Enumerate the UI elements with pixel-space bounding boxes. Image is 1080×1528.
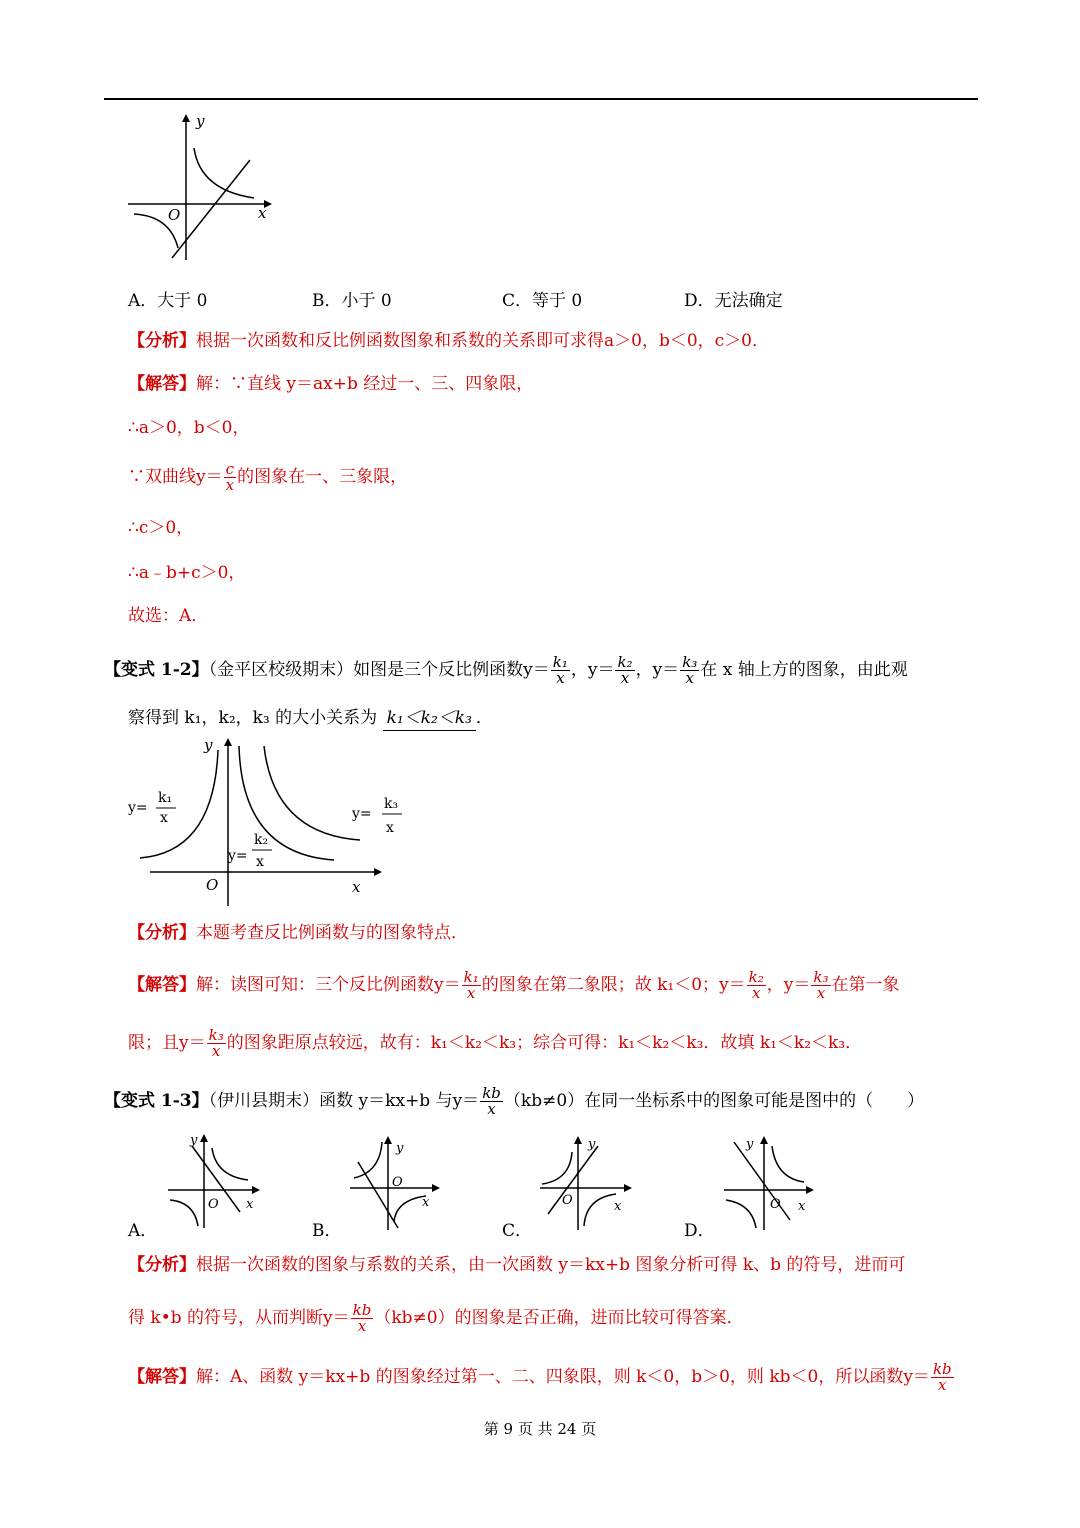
q2-graph-label1-y: y=	[128, 800, 148, 816]
svg-text:x: x	[614, 1199, 622, 1214]
header-rule	[104, 98, 978, 100]
q3-figure-a	[164, 1130, 264, 1230]
q2-solution-l1: 【解答】解：读图可知：三个反比例函数y＝ $\frac{\text{k₁}}{x}$ 的图象在第二象限；故 k₁＜0；y＝ $\frac{\text{k₂}}{x}$ ，y＝ $\frac{\text{k₃}}{x}$ 在第一象	[128, 968, 900, 1002]
q2-source: （金平区校级期末）	[208, 660, 354, 680]
q3-option-a-label: A．	[128, 1221, 158, 1241]
svg-text:y: y	[588, 1137, 596, 1152]
svg-text:O: O	[208, 1197, 219, 1212]
q3-frac-kb: $\frac{kb}{x}$	[482, 1084, 501, 1118]
q2-analysis-text: 本题考查反比例函数与的图象特点．	[196, 923, 468, 943]
svg-text:y: y	[746, 1137, 754, 1152]
q2-stem-l2: 察得到 k₁，k₂，k₃ 的大小关系为 k₁＜k₂＜k₃ ．	[128, 706, 493, 731]
q3-analysis-l1	[128, 1253, 905, 1277]
q2-graph-label3-k: k₃	[384, 796, 399, 812]
svg-text:O: O	[770, 1197, 781, 1212]
q1-analysis-tag: 【分析】	[128, 331, 196, 351]
q1-solution-l5: ∴a﹣b+c＞0，	[128, 563, 246, 583]
q2-stem-l1: 【变式 1-2】（金平区校级期末）如图是三个反比例函数y＝ $\frac{\text{k₁}}{x}$ ，y＝ $\frac{\text{k₂}}{x}$ ，y＝ $\frac{\text{k₃}}{x}$ 在 x 轴上方的图象，由此观	[104, 653, 908, 687]
svg-text:O: O	[562, 1193, 573, 1208]
q2-graph-label2-k: k₂	[254, 832, 269, 848]
q3-analysis-l1-text: 根据一次函数的图象与系数的关系，由一次函数 y＝kx+b 图象分析可得 k、b 的符号，进而可	[196, 1255, 906, 1275]
q2-solution-tag: 【解答】	[128, 975, 196, 995]
q3-analysis-l2: 得 k•b 的符号，从而判断y＝ $\frac{kb}{x}$ （kb≠0）的图象是否正确，进而比较可得答案．	[128, 1301, 744, 1335]
q3-option-d-label: D．	[684, 1221, 715, 1241]
q2-frac-k2: $\frac{\text{k₂}}{x}$	[617, 653, 633, 687]
q2-stem3: 察得到 k₁，k₂，k₃ 的大小关系为	[128, 708, 378, 728]
q1-solution-l1-text: 解：∵直线 y＝ax+b 经过一、三、四象限，	[196, 374, 534, 394]
q1-solution-l2: ∴a＞0，b＜0，	[128, 418, 250, 438]
q2-graph	[124, 736, 414, 910]
q1-option-d: D．无法确定	[684, 291, 783, 311]
q1-solution-l3	[128, 462, 407, 493]
q1-solution-l3-pre: ∵双曲线	[128, 467, 196, 487]
q2-graph-label2-y: y=	[228, 848, 248, 864]
q3-analysis-tag: 【分析】	[128, 1255, 196, 1275]
q1-solution-l3-post: 的图象在一、三象限，	[237, 467, 408, 487]
q2-solution-l2a: 限；且	[128, 1033, 179, 1053]
q3-figure-b	[346, 1132, 446, 1232]
q2-graph-y-label: y	[204, 736, 213, 754]
svg-text:y: y	[396, 1141, 404, 1156]
q1-graph	[124, 108, 274, 264]
q3-stem: 【变式 1-3】（伊川县期末）函数 y＝kx+b 与y＝ $\frac{kb}{x}$ （kb≠0）在同一坐标系中的图象可能是图中的（ ）	[104, 1084, 925, 1118]
q2-tag: 【变式 1-2】	[104, 660, 209, 680]
q2-frac-k3: $\frac{\text{k₃}}{x}$	[682, 653, 698, 687]
q3-source: （伊川县期末）	[208, 1091, 320, 1111]
q1-solution-tag: 【解答】	[128, 374, 196, 394]
q1-solution-l6: 故选：A．	[128, 606, 209, 626]
q1-option-c: C．等于 0	[502, 291, 583, 311]
q1-graph-y-label: y	[196, 112, 205, 130]
q2-solution-l1b: 的图象在第二象限；故 k₁＜0；	[481, 975, 720, 995]
q1-analysis-text: 根据一次函数和反比例函数图象和系数的关系即可求得	[196, 331, 604, 351]
q1-y-eq: y＝	[196, 467, 223, 487]
q2-graph-label3-x: x	[386, 820, 394, 836]
svg-text:x: x	[422, 1195, 430, 1210]
svg-text:O: O	[392, 1175, 403, 1190]
q2-graph-label1-x: x	[160, 810, 168, 826]
q3-stem-b: （kb≠0）在同一坐标系中的图象可能是图中的（ ）	[503, 1091, 925, 1111]
q3-option-c-label: C．	[502, 1221, 533, 1241]
q2-analysis-tag: 【分析】	[128, 923, 196, 943]
q2-solution-l2: 限；且y＝ $\frac{\text{k₃}}{x}$ 的图象距原点较远，故有：k₁＜k₂＜k₃；综合可得：k₁＜k₂＜k₃．故填 k₁＜k₂＜k₃．	[128, 1026, 863, 1060]
q2-solution-l1a: 解：读图可知：三个反比例函数	[196, 975, 434, 995]
q2-graph-label2-x: x	[256, 854, 264, 870]
svg-text:x: x	[246, 1197, 254, 1212]
page-footer: 第 9 页 共 24 页	[483, 1420, 597, 1438]
q3-analysis-l2a: 得 k•b 的符号，从而判断	[128, 1308, 324, 1328]
q1-option-a: A．大于 0	[128, 291, 208, 311]
q1-analysis	[128, 329, 769, 353]
q3-figure-c	[536, 1132, 636, 1232]
q2-graph-x-label: x	[352, 878, 361, 896]
svg-text:x: x	[798, 1199, 806, 1214]
svg-text:y: y	[190, 1133, 198, 1148]
q3-solution-l1-text: 解：A、函数 y＝kx+b 的图象经过第一、二、四象限，则 k＜0，b＞0，则 kb＜0，所以函数	[196, 1367, 904, 1387]
q1-option-b: B．小于 0	[312, 291, 392, 311]
q3-figure-d	[720, 1132, 820, 1232]
q2-graph-label1-k: k₁	[158, 790, 173, 806]
q2-analysis	[128, 921, 468, 945]
q3-tag: 【变式 1-3】	[104, 1091, 209, 1111]
q1-frac-c-over-x: $\frac{c}{x}$	[225, 460, 235, 494]
q3-analysis-l2b: （kb≠0）的图象是否正确，进而比较可得答案．	[374, 1308, 744, 1328]
q2-graph-label3-y: y=	[352, 806, 372, 822]
q2-stem2: 在 x 轴上方的图象，由此观	[700, 660, 908, 680]
q3-stem-a: 函数 y＝kx+b 与	[319, 1091, 453, 1111]
q2-solution-l2b: 的图象距原点较远，故有：k₁＜k₂＜k₃；综合可得：k₁＜k₂＜k₃．故填 k₁＜k₂＜k₃．	[226, 1033, 863, 1053]
q1-graph-x-label: x	[258, 204, 267, 222]
q2-solution-l1c: 在第一象	[831, 975, 900, 995]
q3-solution-tag: 【解答】	[128, 1367, 196, 1387]
q1-solution-l4: ∴c＞0，	[128, 518, 194, 538]
q2-graph-origin: O	[206, 876, 219, 894]
q1-graph-origin: O	[168, 206, 181, 224]
q2-frac-k1: $\frac{\text{k₁}}{x}$	[552, 653, 568, 687]
q2-stem1: 如图是三个反比例函数	[353, 660, 524, 680]
q1-analysis-result: a＞0，b＜0，c＞0．	[604, 331, 769, 351]
q2-answer-blank: k₁＜k₂＜k₃	[383, 706, 476, 731]
q3-solution-l1: 【解答】解：A、函数 y＝kx+b 的图象经过第一、二、四象限，则 k＜0，b＞0，则 kb＜0，所以函数y＝ $\frac{kb}{x}$	[128, 1360, 952, 1394]
q1-solution-l1	[128, 372, 533, 396]
q3-option-b-label: B．	[312, 1221, 342, 1241]
